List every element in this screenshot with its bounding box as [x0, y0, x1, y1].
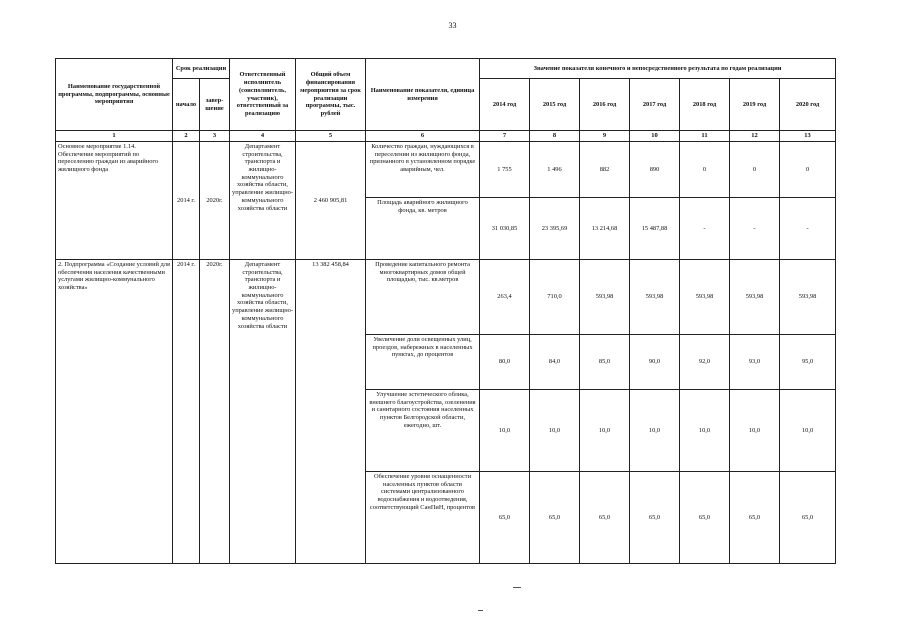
value-cell: 93,0 — [730, 335, 780, 390]
block1-funding: 2 460 905,81 — [296, 142, 366, 260]
header-year-2019: 2019 год — [730, 79, 780, 131]
value-cell: 593,98 — [580, 260, 630, 335]
header-year-2014: 2014 год — [480, 79, 530, 131]
table-row — [56, 260, 836, 335]
column-number: 3 — [200, 131, 230, 142]
value-cell: 10,0 — [680, 390, 730, 472]
value-cell: 10,0 — [480, 390, 530, 472]
block2-indicator-3: Улучшение эстетического облика, внешнего благоустройства, озеленения и санитарного состояния населенных пунктов Белгородской области, ежегодно, шт. — [366, 390, 480, 472]
value-cell: 84,0 — [530, 335, 580, 390]
block2-end: 2020г. — [200, 260, 230, 564]
value-cell: 1 496 — [530, 142, 580, 198]
value-cell: 15 487,88 — [630, 198, 680, 260]
header-start: начало — [173, 79, 200, 131]
value-cell: 92,0 — [680, 335, 730, 390]
header-year-2020: 2020 год — [780, 79, 836, 131]
value-cell: 90,0 — [630, 335, 680, 390]
column-numbers-row — [56, 131, 836, 142]
value-cell: 95,0 — [780, 335, 836, 390]
column-number: 9 — [580, 131, 630, 142]
value-cell: 263,4 — [480, 260, 530, 335]
block1-indicator-1: Количество граждан, нуждающихся в переселении из жилищного фонда, признанного в установленном порядке аварийным, чел. — [366, 142, 480, 198]
column-number: 4 — [230, 131, 296, 142]
value-cell: 593,98 — [630, 260, 680, 335]
block2-indicator-2: Увеличение доли освещенных улиц, проездов, набережных в населенных пунктах, до процентов — [366, 335, 480, 390]
block1-executor: Департамент строительства, транспорта и жилищно-коммунального хозяйства области, управление жилищно-коммунального хозяйства области — [230, 142, 296, 260]
value-cell: 1 755 — [480, 142, 530, 198]
block2-indicator-1: Проведение капитального ремонта многоквартирных домов общей площадью, тыс. кв.метров — [366, 260, 480, 335]
value-cell: 10,0 — [730, 390, 780, 472]
value-cell: 593,98 — [730, 260, 780, 335]
block2-start: 2014 г. — [173, 260, 200, 564]
value-cell: 710,0 — [530, 260, 580, 335]
header-year-2016: 2016 год — [580, 79, 630, 131]
value-cell: 13 214,68 — [580, 198, 630, 260]
value-cell: 890 — [630, 142, 680, 198]
block2-executor: Департамент строительства, транспорта и жилищно-коммунального хозяйства области, управление жилищно-коммунального хозяйства области — [230, 260, 296, 564]
header-year-2015: 2015 год — [530, 79, 580, 131]
value-cell: 31 030,85 — [480, 198, 530, 260]
value-cell: 10,0 — [530, 390, 580, 472]
value-cell: 65,0 — [480, 472, 530, 564]
column-number: 5 — [296, 131, 366, 142]
block2-indicator-4: Обеспечение уровня оснащенности населенных пунктов области системами централизованного водоснабжения и водоотведения, соответствующий СанПиН, процентов — [366, 472, 480, 564]
value-cell: 593,98 — [780, 260, 836, 335]
block1-end: 2020г. — [200, 142, 230, 260]
column-number: 10 — [630, 131, 680, 142]
header-funding: Общий объем финансирования мероприятия за срок реализации программы, тыс. рублей — [296, 59, 366, 131]
value-cell: 65,0 — [530, 472, 580, 564]
value-cell: 0 — [730, 142, 780, 198]
block2-name: 2. Подпрограмма «Создание условий для обеспечения населения качественными услугами жилищно-коммунального хозяйства» — [56, 260, 173, 564]
scan-mark — [478, 610, 483, 611]
value-cell: 65,0 — [680, 472, 730, 564]
column-number: 12 — [730, 131, 780, 142]
value-cell: 10,0 — [580, 390, 630, 472]
column-number: 2 — [173, 131, 200, 142]
table-row — [56, 142, 836, 198]
header-end: завер- шение — [200, 79, 230, 131]
header-indicator: Наименование показателя, единица измерения — [366, 59, 480, 131]
value-cell: 80,0 — [480, 335, 530, 390]
block2-funding: 13 382 458,84 — [296, 260, 366, 564]
value-cell: 65,0 — [630, 472, 680, 564]
value-cell: - — [680, 198, 730, 260]
value-cell: 0 — [680, 142, 730, 198]
column-number: 6 — [366, 131, 480, 142]
block1-name: Основное мероприятие 1.14. Обеспечение мероприятий по переселению граждан из аварийного жилищного фонда — [56, 142, 173, 260]
header-executor: Ответственный исполнитель (соисполнитель, участник), ответственный за реализацию — [230, 59, 296, 131]
value-cell: 65,0 — [580, 472, 630, 564]
header-results: Значение показателя конечного и непосредственного результата по годам реализации — [480, 59, 836, 79]
value-cell: - — [730, 198, 780, 260]
column-number: 8 — [530, 131, 580, 142]
value-cell: 23 395,69 — [530, 198, 580, 260]
scan-mark — [513, 587, 521, 588]
value-cell: 593,98 — [680, 260, 730, 335]
value-cell: - — [780, 198, 836, 260]
value-cell: 10,0 — [780, 390, 836, 472]
value-cell: 85,0 — [580, 335, 630, 390]
column-number: 13 — [780, 131, 836, 142]
header-year-2018: 2018 год — [680, 79, 730, 131]
header-year-2017: 2017 год — [630, 79, 680, 131]
column-number: 1 — [56, 131, 173, 142]
value-cell: 882 — [580, 142, 630, 198]
block1-start: 2014 г. — [173, 142, 200, 260]
value-cell: 10,0 — [630, 390, 680, 472]
header-period: Срок реализации — [173, 59, 230, 79]
value-cell: 0 — [780, 142, 836, 198]
program-table — [55, 58, 836, 564]
page-number: 33 — [448, 21, 457, 30]
column-number: 11 — [680, 131, 730, 142]
header-program-name: Наименование государственной программы, подпрограммы, основные мероприятия — [56, 59, 173, 131]
value-cell: 65,0 — [780, 472, 836, 564]
block1-indicator-2: Площадь аварийного жилищного фонда, кв. метров — [366, 198, 480, 260]
value-cell: 65,0 — [730, 472, 780, 564]
column-number: 7 — [480, 131, 530, 142]
